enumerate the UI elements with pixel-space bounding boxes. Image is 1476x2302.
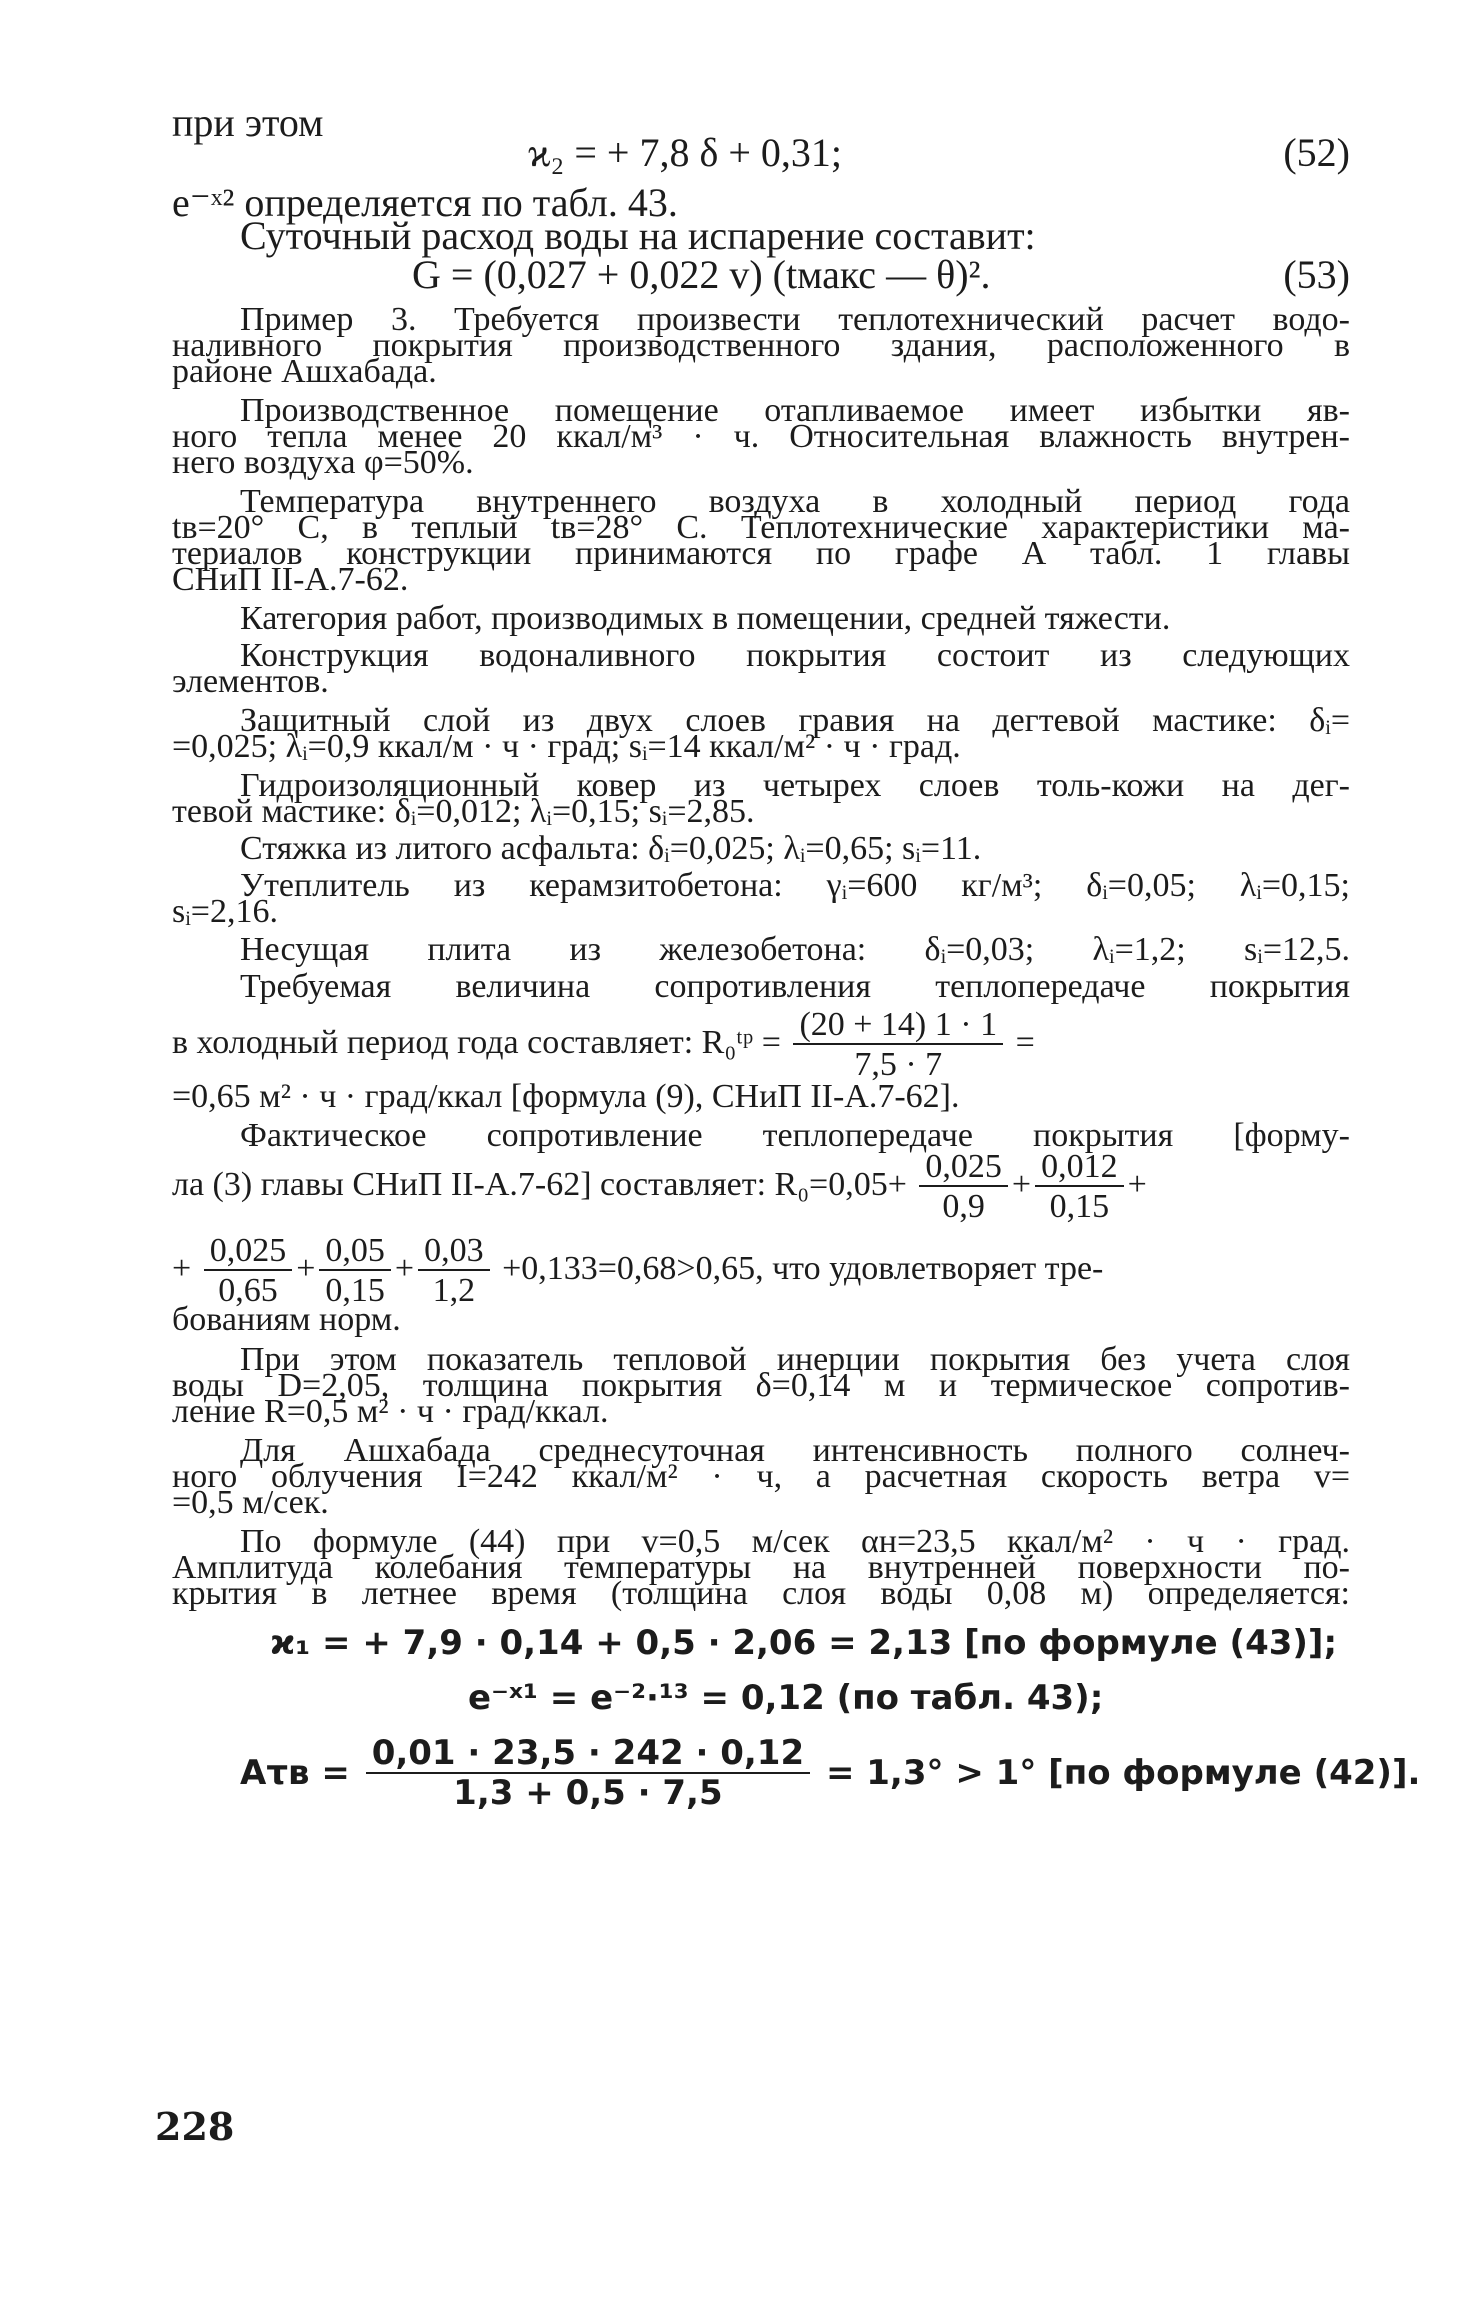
text-line: наливного покрытия производственного здания, расположенного в <box>172 327 1350 364</box>
text-line: ного тепла менее 20 ккал/м³ · ч. Относительная влажность внутрен- <box>172 418 1350 455</box>
text-line: крытия в летнее время (толщина слоя воды 0,08 м) определяется: <box>172 1575 1350 1612</box>
equals-sign: = <box>1015 1024 1035 1062</box>
text-line: воды D=2,05, толщина покрытия δ=0,14 м и термическое сопротив- <box>172 1367 1350 1404</box>
text-line: =0,5 м/сек. <box>172 1484 329 1521</box>
text-line: в холодный период года составляет: R₀ᵗᵖ = <box>172 1024 781 1062</box>
fraction-denominator: 0,15 <box>1049 1188 1110 1226</box>
text-line: +0,133=0,68>0,65, что удовлетворяет тре- <box>502 1250 1104 1288</box>
plus-sign: + <box>394 1250 415 1288</box>
equation-53: G = (0,027 + 0,022 v) (tмакс — θ)². <box>412 252 991 297</box>
text-line: элементов. <box>172 663 329 700</box>
equation-kappa1: ϰ₁ = + 7,9 · 0,14 + 0,5 · 2,06 = 2,13 [по формуле (43)]; <box>270 1623 1338 1663</box>
actual-resistance-continuation <box>172 1232 1350 1310</box>
fraction-denominator: 1,3 + 0,5 · 7,5 <box>453 1773 723 1814</box>
fraction-denominator: 7,5 · 7 <box>854 1046 943 1084</box>
text-line: ного облучения I=242 ккал/м² · ч, а расчетная скорость ветра v= <box>172 1458 1350 1495</box>
text-line: Категория работ, производимых в помещении, средней тяжести. <box>240 600 1171 637</box>
text-line: При этом показатель тепловой инерции покрытия без учета слоя <box>240 1341 1350 1378</box>
text-line: Несущая плита из железобетона: δᵢ=0,03; λᵢ=1,2; sᵢ=12,5. <box>240 931 1350 968</box>
equation-52: ϰ₂ = + 7,8 δ + 0,31; <box>528 130 842 175</box>
text-line: СНиП II-А.7-62. <box>172 561 409 598</box>
text-line: sᵢ=2,16. <box>172 893 278 930</box>
text-line: Для Ашхабада среднесуточная интенсивность полного солнеч- <box>240 1432 1350 1469</box>
text-line: Утеплитель из керамзитобетона: γᵢ=600 кг/м³; δᵢ=0,05; λᵢ=0,15; <box>240 867 1350 904</box>
fraction <box>418 1232 490 1310</box>
fraction-numerator: 0,025 <box>204 1232 293 1271</box>
equation-exponent: e⁻ˣ¹ = e⁻²·¹³ = 0,12 (по табл. 43); <box>468 1678 1104 1718</box>
amplitude-result: = 1,3° > 1° [по формуле (42)]. <box>825 1752 1421 1793</box>
fraction <box>319 1232 391 1310</box>
page-number: 228 <box>155 2104 235 2149</box>
fraction-numerator: 0,012 <box>1035 1148 1124 1187</box>
exp-note: e⁻ˣ² определяется по табл. 43. <box>172 180 678 225</box>
text-line: териалов конструкции принимаются по графе А табл. 1 главы <box>172 535 1350 572</box>
text-line: тевой мастике: δᵢ=0,012; λᵢ=0,15; sᵢ=2,85. <box>172 793 755 830</box>
text-line: =0,65 м² · ч · град/ккал [формула (9), СНиП II-А.7-62]. <box>172 1078 960 1115</box>
amplitude-symbol: Aτв = <box>240 1752 350 1793</box>
text-line: него воздуха φ=50%. <box>172 444 474 481</box>
fraction <box>204 1232 293 1310</box>
text-line: Фактическое сопротивление теплопередаче покрытия [форму- <box>240 1117 1350 1154</box>
equation-amplitude <box>240 1735 1420 1813</box>
required-resistance-line <box>172 1006 1350 1084</box>
amplitude-fraction <box>366 1735 810 1813</box>
text-line: Гидроизоляционный ковер из четырех слоев толь-кожи на дег- <box>240 767 1350 804</box>
fraction-required-resistance <box>793 1006 1003 1084</box>
text-line: Производственное помещение отапливаемое имеет избытки яв- <box>240 392 1350 429</box>
text-line: Конструкция водоналивного покрытия состоит из следующих <box>240 637 1350 674</box>
fraction <box>919 1148 1008 1226</box>
text-line: ла (3) главы СНиП II-А.7-62] составляет: R₀=0,05+ <box>172 1166 907 1204</box>
daily-consumption-text: Суточный расход воды на испарение составит: <box>240 213 1036 258</box>
plus-sign: + <box>1011 1166 1032 1204</box>
fraction-numerator: 0,05 <box>319 1232 391 1271</box>
text-line: Амплитуда колебания температуры на внутренней поверхности по- <box>172 1549 1350 1586</box>
fraction-numerator: (20 + 14) 1 · 1 <box>793 1006 1003 1045</box>
fraction-denominator: 0,9 <box>942 1188 985 1226</box>
equation-53-number: (53) <box>1283 252 1350 297</box>
fraction <box>1035 1148 1124 1226</box>
text-line: =0,025; λᵢ=0,9 ккал/м · ч · град; sᵢ=14 ккал/м² · ч · град. <box>172 728 961 765</box>
text-line: бованиям норм. <box>172 1301 401 1338</box>
fraction-numerator: 0,025 <box>919 1148 1008 1187</box>
fraction-denominator: 0,15 <box>325 1272 385 1310</box>
text-line: По формуле (44) при v=0,5 м/сек αн=23,5 ккал/м² · ч · град. <box>240 1523 1350 1560</box>
plus-sign: + <box>296 1250 316 1288</box>
text-line: ление R=0,5 м² · ч · град/ккал. <box>172 1393 609 1430</box>
intro-text: при этом <box>172 100 324 145</box>
text-line: Температура внутреннего воздуха в холодный период года <box>240 483 1350 520</box>
actual-resistance-line <box>172 1148 1350 1226</box>
fraction-numerator: 0,03 <box>418 1232 490 1271</box>
plus-sign: + <box>1127 1166 1147 1204</box>
text-line: Защитный слой из двух слоев гравия на дегтевой мастике: δᵢ= <box>240 702 1350 739</box>
text-line: Требуемая величина сопротивления теплопередаче покрытия <box>240 968 1350 1005</box>
fraction-numerator: 0,01 · 23,5 · 242 · 0,12 <box>366 1735 810 1774</box>
text-line: районе Ашхабада. <box>172 353 437 390</box>
example-line: Пример 3. Требуется произвести теплотехнический расчет водо- <box>240 301 1350 338</box>
fraction-denominator: 1,2 <box>432 1272 476 1310</box>
text-line: tв=20° С, в теплый tв=28° С. Теплотехнические характеристики ма- <box>172 509 1350 546</box>
text-line: Стяжка из литого асфальта: δᵢ=0,025; λᵢ=0,65; sᵢ=11. <box>240 830 982 867</box>
plus-sign: + <box>172 1250 192 1288</box>
equation-52-number: (52) <box>1283 130 1350 175</box>
fraction-denominator: 0,65 <box>218 1272 278 1310</box>
